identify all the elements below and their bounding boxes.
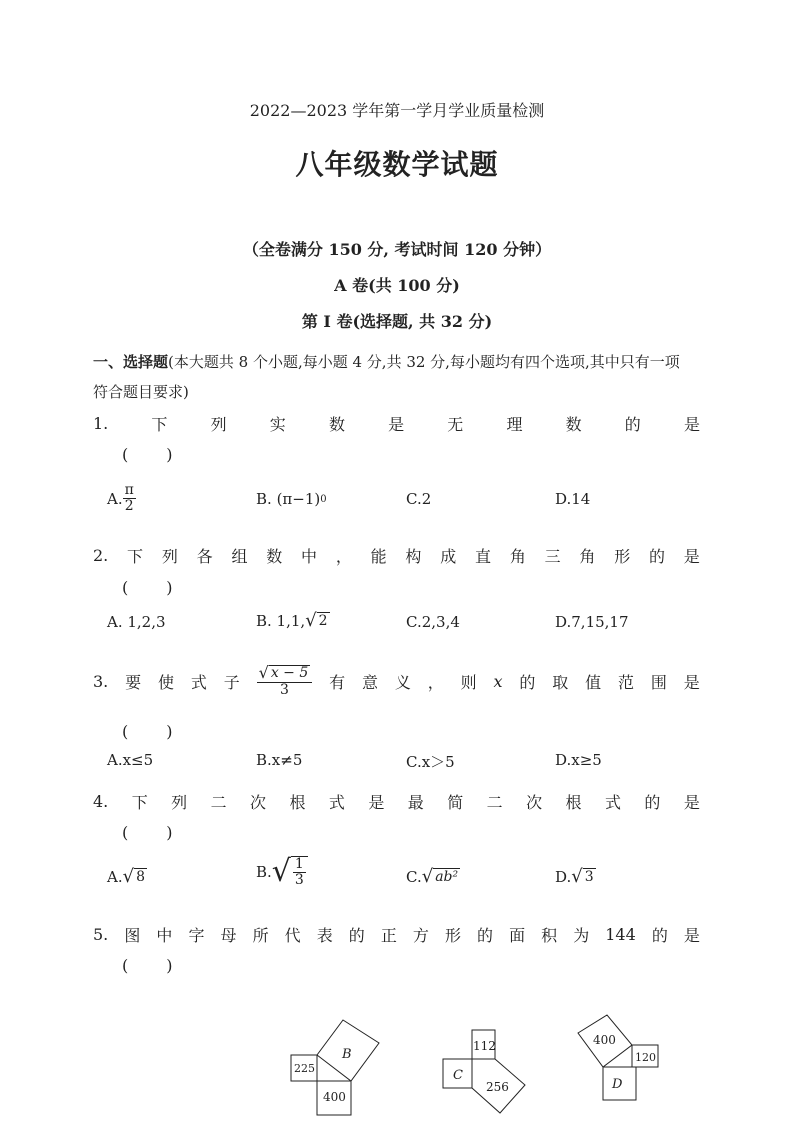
question-char: 成	[440, 547, 457, 566]
question-2	[93, 544, 700, 567]
question-char: 的	[624, 415, 641, 434]
full-score-note: （全卷满分 150 分, 考试时间 120 分钟）	[242, 240, 552, 259]
question-char: 取	[552, 672, 569, 692]
q2-option-a: A. 1,2,3	[107, 613, 166, 631]
question-char: 中	[301, 547, 318, 566]
question-char: 下	[131, 793, 148, 812]
question-char: 构	[405, 547, 422, 566]
question-char: 的	[348, 926, 365, 945]
question-char: 最	[407, 793, 424, 812]
label-225: 225	[294, 1062, 315, 1075]
question-char: 的	[477, 926, 494, 945]
question-number: 2.	[93, 546, 109, 565]
radicand: 2	[318, 613, 328, 629]
question-char: 值	[585, 672, 602, 692]
q4-option-c	[406, 866, 460, 887]
question-char: 代	[284, 926, 301, 945]
option-expression: (π−1)	[276, 490, 321, 508]
paper-a-label: A 卷(共 100 分)	[334, 276, 460, 295]
question-char: 正	[380, 926, 397, 945]
question-char: 无	[447, 415, 464, 434]
option-label: B.	[256, 863, 272, 882]
question-char: 能	[370, 547, 387, 566]
q3-option-d: D.x≥5	[555, 751, 602, 769]
question-1	[93, 412, 700, 435]
radical-fraction	[257, 664, 313, 699]
exponent: 0	[320, 493, 327, 505]
sqrt-icon: √ 3	[571, 866, 594, 887]
question-char: 所	[252, 926, 269, 945]
question-char: 次	[526, 793, 543, 812]
q4-option-b	[256, 856, 308, 889]
question-char: 下	[127, 547, 144, 566]
fraction-denominator: 2	[124, 498, 134, 515]
question-char: 列	[161, 547, 178, 566]
question-char: 次	[250, 793, 267, 812]
question-char: 是	[368, 793, 385, 812]
question-char: 式	[190, 672, 207, 692]
label-D: D	[612, 1077, 623, 1092]
fraction	[291, 856, 308, 889]
q3-option-a: A.x≤5	[107, 751, 154, 769]
question-char: 列	[210, 415, 227, 434]
question-char: 实	[269, 415, 286, 434]
question-char: 根	[565, 793, 582, 812]
question-number: 5.	[93, 925, 109, 944]
question-char: 是	[683, 547, 700, 566]
option-label: B. 1,1,	[256, 611, 306, 630]
section-instructions	[93, 351, 680, 372]
question-char: 为	[573, 926, 590, 945]
q2-option-c: C.2,3,4	[406, 613, 460, 631]
question-char: 理	[506, 415, 523, 434]
answer-paren: ( )	[122, 823, 175, 842]
radicand: ab²	[435, 869, 459, 885]
section-heading: 一、选择题	[93, 353, 169, 371]
question-char: 是	[683, 415, 700, 434]
question-char: 式	[328, 793, 345, 812]
question-char: 子	[223, 672, 240, 692]
fraction-numerator: 1	[294, 856, 304, 872]
q1-option-b	[256, 490, 327, 508]
label-B: B	[342, 1047, 352, 1062]
question-char: 的	[651, 926, 668, 945]
question-char: 直	[475, 547, 492, 566]
question-number: 1.	[93, 414, 109, 433]
question-char: 二	[486, 793, 503, 812]
fraction-numerator: √ x − 5	[257, 664, 313, 683]
question-char: 表	[316, 926, 333, 945]
question-char: 有	[329, 672, 346, 692]
question-char: 围	[650, 672, 667, 692]
part-one-label: 第 Ⅰ 卷(选择题, 共 32 分)	[301, 312, 493, 331]
label-C: C	[453, 1068, 463, 1083]
question-number: 4.	[93, 792, 109, 811]
q4-option-a	[107, 866, 147, 887]
radicand: x − 5	[270, 664, 309, 681]
question-char: 数	[565, 415, 582, 434]
q5-figures	[280, 1005, 680, 1123]
section-instructions-line2: 符合题目要求)	[93, 383, 189, 401]
question-char: 数	[266, 547, 283, 566]
exam-header-title: 2022—2023 学年第一学月学业质量检测	[249, 101, 545, 120]
label-256: 256	[486, 1080, 509, 1094]
question-char: 中	[156, 926, 173, 945]
answer-paren: ( )	[122, 722, 175, 741]
question-number: 3.	[93, 671, 109, 691]
question-5	[93, 923, 700, 946]
q1-option-d: D.14	[555, 490, 591, 508]
question-char: 字	[188, 926, 205, 945]
question-char: 意	[362, 672, 379, 692]
question-char: 要	[125, 672, 142, 692]
question-char: 数	[328, 415, 345, 434]
question-char: 根	[289, 793, 306, 812]
question-char: 方	[412, 926, 429, 945]
question-char: 角	[509, 547, 526, 566]
question-char: 则	[460, 672, 477, 692]
question-char: 列	[171, 793, 188, 812]
question-char: 的	[644, 793, 661, 812]
question-char: 角	[579, 547, 596, 566]
question-char: 式	[604, 793, 621, 812]
question-char: 组	[231, 547, 248, 566]
question-char: 图	[124, 926, 141, 945]
section-instructions-line1: (本大题共 8 个小题,每小题 4 分,共 32 分,每小题均有四个选项,其中只有一项	[168, 353, 680, 371]
question-char: 形	[444, 926, 461, 945]
question-char: 各	[196, 547, 213, 566]
radicand: 3	[584, 869, 594, 885]
question-char: 下	[151, 415, 168, 434]
sqrt-icon: √ $\frac{1}{3}$	[272, 856, 308, 889]
question-char: 面	[509, 926, 526, 945]
question-char: ，	[335, 547, 352, 566]
q1-option-c: C.2	[406, 490, 432, 508]
fraction-denominator: 3	[279, 682, 289, 699]
question-char: 使	[158, 672, 175, 692]
option-label: A.	[107, 867, 123, 886]
q2-option-b	[256, 610, 330, 631]
question-char: 积	[541, 926, 558, 945]
question-char: 是	[683, 672, 700, 692]
question-char: 二	[210, 793, 227, 812]
question-char: x	[493, 671, 503, 691]
question-char: 144	[605, 925, 636, 944]
question-char: 母	[220, 926, 237, 945]
question-char: 三	[544, 547, 561, 566]
sqrt-icon: √ ab²	[421, 866, 459, 887]
question-char: 是	[388, 415, 405, 434]
question-char: ，	[427, 672, 444, 692]
q2-option-d: D.7,15,17	[555, 613, 629, 631]
q3-option-c: C.x＞5	[406, 753, 455, 771]
question-char: 义	[394, 672, 411, 692]
option-label: D.	[555, 867, 572, 886]
fraction	[123, 483, 136, 515]
q1-option-a	[107, 483, 136, 515]
question-char: 简	[447, 793, 464, 812]
question-char: 的	[519, 672, 536, 692]
label-400-tilted: 400	[593, 1033, 616, 1047]
label-112: 112	[473, 1039, 496, 1053]
question-char: 的	[649, 547, 666, 566]
answer-paren: ( )	[122, 956, 175, 975]
label-400: 400	[323, 1090, 346, 1104]
radicand: 8	[136, 869, 146, 885]
question-char: 是	[683, 793, 700, 812]
exam-main-title: 八年级数学试题	[295, 148, 499, 181]
question-char: 范	[618, 672, 635, 692]
answer-paren: ( )	[122, 578, 175, 597]
q4-option-d	[555, 866, 596, 887]
q3-option-b: B.x≠5	[256, 751, 303, 769]
question-4	[93, 790, 700, 813]
option-label: A.	[107, 489, 123, 508]
option-label: B.	[256, 490, 272, 508]
fraction-numerator: π	[124, 482, 134, 498]
question-3	[93, 664, 700, 699]
option-label: C.	[406, 867, 422, 886]
fraction-denominator: 3	[294, 872, 304, 889]
answer-paren: ( )	[122, 445, 175, 464]
label-120: 120	[635, 1051, 656, 1064]
sqrt-icon: √ 2	[305, 610, 328, 631]
question-char: 是	[683, 926, 700, 945]
sqrt-icon: √ 8	[122, 866, 146, 887]
question-char: 形	[614, 547, 631, 566]
